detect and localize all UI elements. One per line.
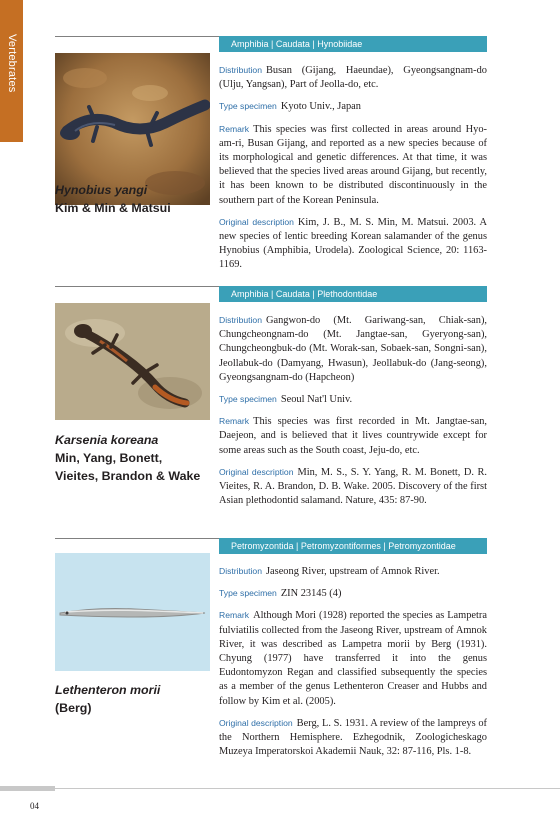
remark-label: Remark bbox=[219, 123, 250, 134]
distribution-paragraph bbox=[219, 564, 487, 579]
scientific-name: Karsenia koreana bbox=[55, 433, 159, 447]
original-description-text: Kim, J. B., M. S. Min, M. Matsui. 2003. A new species of lentic breeding Korean salamander of the genus Hynobius (Amphibia, Urodela). Zoological Science, 20: 1163-1169. bbox=[219, 216, 487, 271]
scientific-name: Hynobius yangi bbox=[55, 183, 148, 197]
distribution-text: Jaseong River, upstream of Amnok River. bbox=[266, 566, 440, 577]
type-specimen-text: Kyoto Univ., Japan bbox=[280, 101, 361, 113]
remark-paragraph bbox=[219, 608, 487, 708]
authority-line: (Berg) bbox=[55, 701, 92, 715]
remark-paragraph bbox=[219, 122, 487, 208]
type-specimen-paragraph bbox=[219, 586, 487, 601]
salamander-photo-icon bbox=[55, 303, 210, 420]
species-entry-karsenia bbox=[55, 286, 487, 526]
distribution-paragraph bbox=[219, 63, 487, 92]
type-specimen-label: Type specimen bbox=[219, 394, 277, 405]
type-specimen-text: ZIN 23145 (4) bbox=[280, 588, 342, 600]
original-description-text: Berg, L. S. 1931. A review of the lampreys of the Northern Hemisphere. Ezhegodnik, Zoologicheskago Muzeya Imperatorskoi Akademii Nauk, 32: 87-116, Pls. 1-8. bbox=[219, 717, 488, 758]
species-photo-karsenia bbox=[55, 303, 210, 420]
footer-rule bbox=[0, 788, 560, 789]
distribution-label: Distribution bbox=[219, 315, 262, 325]
original-description-label: Original description bbox=[219, 717, 293, 728]
remark-text: This species was first recorded in Mt. Jangtae-san, Daejeon, and is believed that it lives countrywide except for some areas such as the South coast, Jeju-do, etc. bbox=[219, 416, 487, 456]
distribution-text: Busan (Gijang, Haeundae), Gyeongsangnam-do (Ulju, Yangsan), Part of Jeolla-do, etc. bbox=[219, 65, 487, 91]
scientific-name: Lethenteron morii bbox=[55, 683, 161, 697]
remark-text: This species was first collected in areas around Hyo-am-ri, Busan Gijang, and reported as a new species because of its morphological and genetic differences. At that time, it was believed that the species lived areas around Gijang, but recently, it has been known to be distributed discontinuously in the southern part of the Korean Peninsula. bbox=[219, 123, 487, 206]
distribution-label: Distribution bbox=[219, 566, 262, 576]
type-specimen-paragraph bbox=[219, 99, 487, 114]
original-description-paragraph bbox=[219, 465, 487, 509]
section-tab bbox=[0, 0, 23, 142]
type-specimen-label: Type specimen bbox=[219, 101, 277, 112]
remark-paragraph bbox=[219, 414, 487, 458]
taxonomy-bar: Amphibia | Caudata | Hynobiidae bbox=[219, 36, 487, 52]
original-description-paragraph bbox=[219, 716, 487, 760]
species-name-hynobius bbox=[55, 181, 171, 217]
original-description-text: Min, M. S., S. Y. Yang, R. M. Bonett, D. R. Vieites, R. A. Brandon, D. B. Wake. 2005. Discovery of the first Asian plethodontid salamand. Nature, 435: 87-90. bbox=[219, 466, 487, 507]
remark-label: Remark bbox=[219, 610, 250, 621]
authority-line: Vieites, Brandon & Wake bbox=[55, 469, 201, 483]
remark-label: Remark bbox=[219, 416, 250, 427]
species-photo-lethenteron bbox=[55, 553, 210, 671]
type-specimen-label: Type specimen bbox=[219, 588, 277, 599]
original-description-label: Original description bbox=[219, 466, 294, 477]
species-entry-hynobius bbox=[55, 36, 487, 276]
species-name-lethenteron bbox=[55, 681, 160, 717]
taxonomy-bar: Petromyzontida | Petromyzontiformes | Petromyzontidae bbox=[219, 538, 487, 554]
section-tab-label: Vertebrates bbox=[6, 34, 18, 93]
species-description bbox=[219, 313, 487, 515]
authority-line: Min, Yang, Bonett, bbox=[55, 451, 163, 465]
species-entry-lethenteron bbox=[55, 538, 487, 778]
type-specimen-paragraph bbox=[219, 392, 487, 407]
distribution-paragraph bbox=[219, 313, 487, 385]
authority-line: Kim & Min & Matsui bbox=[55, 201, 171, 215]
distribution-text: Gangwon-do (Mt. Gariwang-san, Chiak-san), Chungcheongnam-do (Mt. Jangtae-san, Gyeryong-san), Chungcheongbuk-do (Mt. Worak-san, Sobaek-san, Songni-san), Jeollabuk-do (Damyang, Hwasun), Jeollabuk-do (Jang-seong), Gyeongsangnam-do (Hapcheon) bbox=[219, 315, 487, 383]
type-specimen-text: Seoul Nat'l Univ. bbox=[280, 394, 353, 406]
species-description bbox=[219, 564, 487, 766]
original-description-paragraph bbox=[219, 215, 487, 273]
page-number: 04 bbox=[30, 801, 39, 811]
original-description-label: Original description bbox=[219, 216, 294, 227]
remark-text: Although Mori (1928) reported the species as Lampetra fulviatilis collected from the Jaseong River, upstream of Amnok River, it was described as Lampetra morii by Berg (1931). Chyung (1977) have transferred it into the genus Eudontomyzon Regan and classified subsequently the species as a member of the genus Lethenteron Creaser and Hubbs and follow by Kim et al. (2005). bbox=[219, 610, 487, 707]
lamprey-photo-icon bbox=[55, 553, 210, 671]
species-name-karsenia bbox=[55, 431, 200, 485]
distribution-label: Distribution bbox=[219, 65, 262, 75]
species-description bbox=[219, 63, 487, 280]
taxonomy-bar: Amphibia | Caudata | Plethodontidae bbox=[219, 286, 487, 302]
